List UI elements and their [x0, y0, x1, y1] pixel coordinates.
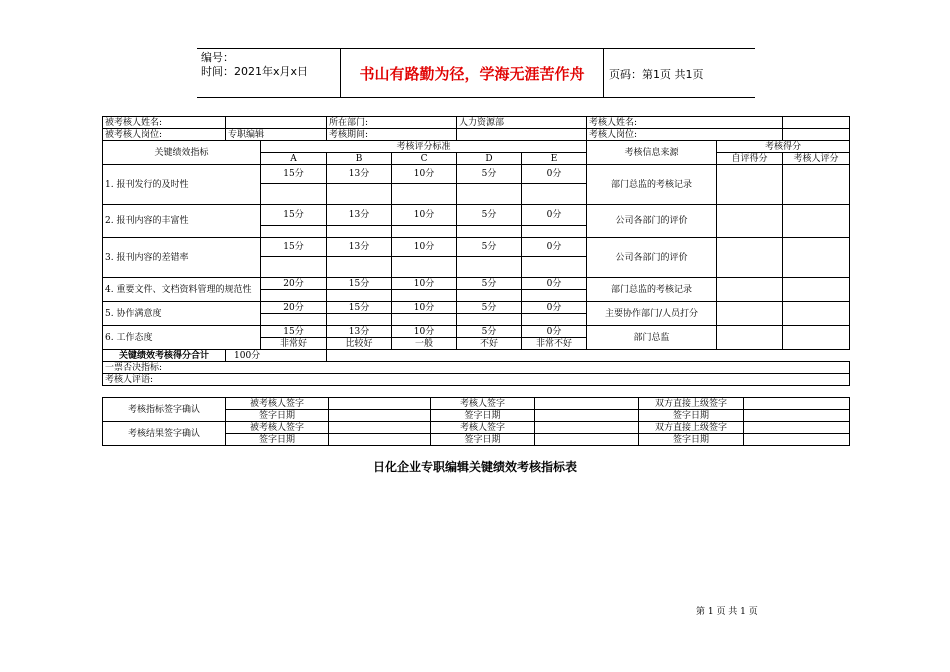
score-cell: 5分: [457, 278, 522, 290]
score-cell: 0分: [522, 278, 587, 290]
sign-date-label: 签字日期: [431, 410, 535, 422]
score-cell: 10分: [392, 302, 457, 314]
score-cell: 15分: [261, 165, 327, 184]
blank-cell: [522, 290, 587, 302]
examiner-score-cell[interactable]: [783, 165, 850, 205]
examiner-name-label: 考核人姓名:: [587, 117, 783, 129]
kpi-name: 2. 报刊内容的丰富性: [103, 205, 261, 238]
blank-cell: [327, 257, 392, 278]
kpi-name: 1. 报刊发行的及时性: [103, 165, 261, 205]
blank-cell: [522, 184, 587, 205]
self-score-header: 自评得分: [717, 153, 783, 165]
blank-cell: [261, 226, 327, 238]
blank-cell: [457, 290, 522, 302]
source-header: 考核信息来源: [587, 141, 717, 165]
examinee-post-value: 专职编辑: [226, 129, 327, 141]
examiner-score-cell[interactable]: [783, 326, 850, 350]
level-label: 一般: [392, 338, 457, 350]
score-cell: 10分: [392, 205, 457, 226]
examiner-score-cell[interactable]: [783, 302, 850, 326]
blank-cell: [392, 226, 457, 238]
grade-e: E: [522, 153, 587, 165]
self-score-cell[interactable]: [717, 326, 783, 350]
info-source: 部门总监: [587, 326, 717, 350]
kpi-name: 5. 协作满意度: [103, 302, 261, 326]
superior-sign-label: 双方直接上级签字: [639, 422, 744, 434]
examiner-sign-field[interactable]: [535, 398, 639, 410]
examiner-post-value[interactable]: [783, 129, 850, 141]
examiner-sign-label: 考核人签字: [431, 398, 535, 410]
score-cell: 10分: [392, 326, 457, 338]
score-cell: 13分: [327, 205, 392, 226]
period-value[interactable]: [457, 129, 587, 141]
examiner-score-cell[interactable]: [783, 278, 850, 302]
score-cell: 10分: [392, 238, 457, 257]
examinee-name-value[interactable]: [226, 117, 327, 129]
blank-cell: [327, 184, 392, 205]
sign-date-label: 签字日期: [639, 434, 744, 446]
blank-cell: [522, 257, 587, 278]
kpi-name: 4. 重要文件、文档资料管理的规范性: [103, 278, 261, 302]
examinee-post-label: 被考核人岗位:: [103, 129, 226, 141]
score-cell: 10分: [392, 165, 457, 184]
sign-date-field[interactable]: [744, 434, 850, 446]
blank-cell: [457, 257, 522, 278]
score-cell: 20分: [261, 302, 327, 314]
score-cell: 13分: [327, 165, 392, 184]
grade-d: D: [457, 153, 522, 165]
level-label: 非常不好: [522, 338, 587, 350]
sign-date-label: 签字日期: [639, 410, 744, 422]
page-header: [197, 48, 755, 98]
kpi-table: [102, 116, 850, 386]
kpi-name: 6. 工作态度: [103, 326, 261, 350]
info-source: 公司各部门的评价: [587, 238, 717, 278]
score-cell: 0分: [522, 326, 587, 338]
score-cell: 13分: [327, 238, 392, 257]
score-header: 考核得分: [717, 141, 850, 153]
number-label: 编号：: [201, 51, 234, 64]
info-source: 部门总监的考核记录: [587, 165, 717, 205]
level-label: 比较好: [327, 338, 392, 350]
grade-a: A: [261, 153, 327, 165]
result-confirm-label: 考核结果签字确认: [103, 422, 226, 446]
blank-cell: [457, 184, 522, 205]
blank-cell: [392, 290, 457, 302]
score-cell: 5分: [457, 326, 522, 338]
total-value: 100分: [226, 350, 327, 362]
blank-cell: [392, 314, 457, 326]
blank-cell: [522, 314, 587, 326]
score-cell: 0分: [522, 205, 587, 226]
self-score-cell[interactable]: [717, 278, 783, 302]
indicator-confirm-label: 考核指标签字确认: [103, 398, 226, 422]
document-title: 日化企业专职编辑关键绩效考核指标表: [372, 460, 577, 474]
score-cell: 5分: [457, 238, 522, 257]
dept-value: 人力资源部: [457, 117, 587, 129]
score-cell: 0分: [522, 238, 587, 257]
blank-cell: [261, 314, 327, 326]
page-footer: 第 1 页 共 1 页: [696, 607, 758, 617]
veto-label: 一票否决指标:: [103, 362, 850, 374]
blank-cell: [392, 184, 457, 205]
score-cell: 20分: [261, 278, 327, 290]
sign-date-label: 签字日期: [226, 434, 329, 446]
total-label: 关键绩效考核得分合计: [103, 350, 226, 362]
blank-cell: [327, 290, 392, 302]
blank-cell: [392, 257, 457, 278]
examinee-name-label: 被考核人姓名:: [103, 117, 226, 129]
examinee-sign-label: 被考核人签字: [226, 398, 329, 410]
examiner-name-value[interactable]: [783, 117, 850, 129]
examiner-post-label: 考核人岗位:: [587, 129, 783, 141]
comment-label: 考核人评语:: [103, 374, 850, 386]
blank-cell: [457, 226, 522, 238]
grade-c: C: [392, 153, 457, 165]
grade-b: B: [327, 153, 392, 165]
examinee-sign-label: 被考核人签字: [226, 422, 329, 434]
superior-sign-label: 双方直接上级签字: [639, 398, 744, 410]
score-cell: 0分: [522, 302, 587, 314]
sign-table: [102, 397, 850, 446]
examiner-sign-field[interactable]: [535, 422, 639, 434]
sign-date-field[interactable]: [329, 410, 431, 422]
sign-date-label: 签字日期: [431, 434, 535, 446]
sign-date-label: 签字日期: [226, 410, 329, 422]
blank-cell: [261, 257, 327, 278]
self-score-cell[interactable]: [717, 302, 783, 326]
sign-date-field[interactable]: [535, 410, 639, 422]
superior-sign-field[interactable]: [744, 398, 850, 410]
sign-date-field[interactable]: [329, 434, 431, 446]
period-label: 考核期间:: [327, 129, 457, 141]
info-source: 部门总监的考核记录: [587, 278, 717, 302]
self-score-cell[interactable]: [717, 238, 783, 278]
examiner-score-cell[interactable]: [783, 238, 850, 278]
info-source: 公司各部门的评价: [587, 205, 717, 238]
blank-cell: [261, 184, 327, 205]
level-label: 非常好: [261, 338, 327, 350]
score-cell: 5分: [457, 302, 522, 314]
score-cell: 0分: [522, 165, 587, 184]
blank-cell: [522, 226, 587, 238]
examiner-sign-label: 考核人签字: [431, 422, 535, 434]
dept-label: 所在部门:: [327, 117, 457, 129]
header-left: [201, 51, 308, 79]
score-cell: 15分: [261, 238, 327, 257]
blank-cell: [327, 226, 392, 238]
blank-cell: [261, 290, 327, 302]
kpi-header: 关键绩效指标: [103, 141, 261, 165]
sign-date-field[interactable]: [535, 434, 639, 446]
score-cell: 5分: [457, 165, 522, 184]
motto: 书山有路勤为径，学海无涯苦作舟: [340, 49, 604, 97]
examinee-sign-field[interactable]: [329, 422, 431, 434]
score-cell: 13分: [327, 326, 392, 338]
examinee-sign-field[interactable]: [329, 398, 431, 410]
blank-cell: [457, 314, 522, 326]
self-score-cell[interactable]: [717, 205, 783, 238]
total-blank: [327, 350, 850, 362]
examiner-score-header: 考核人评分: [783, 153, 850, 165]
sign-date-field[interactable]: [744, 410, 850, 422]
time-label: 时间：2021年x月x日: [201, 65, 309, 78]
standard-header: 考核评分标准: [261, 141, 587, 153]
score-cell: 5分: [457, 205, 522, 226]
examiner-score-cell[interactable]: [783, 205, 850, 238]
kpi-name: 3. 报刊内容的差错率: [103, 238, 261, 278]
self-score-cell[interactable]: [717, 165, 783, 205]
score-cell: 15分: [261, 326, 327, 338]
score-cell: 15分: [327, 278, 392, 290]
level-label: 不好: [457, 338, 522, 350]
page-label: 页码：第1页 共1页: [609, 68, 704, 81]
score-cell: 15分: [261, 205, 327, 226]
info-source: 主要协作部门/人员打分: [587, 302, 717, 326]
superior-sign-field[interactable]: [744, 422, 850, 434]
score-cell: 15分: [327, 302, 392, 314]
score-cell: 10分: [392, 278, 457, 290]
blank-cell: [327, 314, 392, 326]
